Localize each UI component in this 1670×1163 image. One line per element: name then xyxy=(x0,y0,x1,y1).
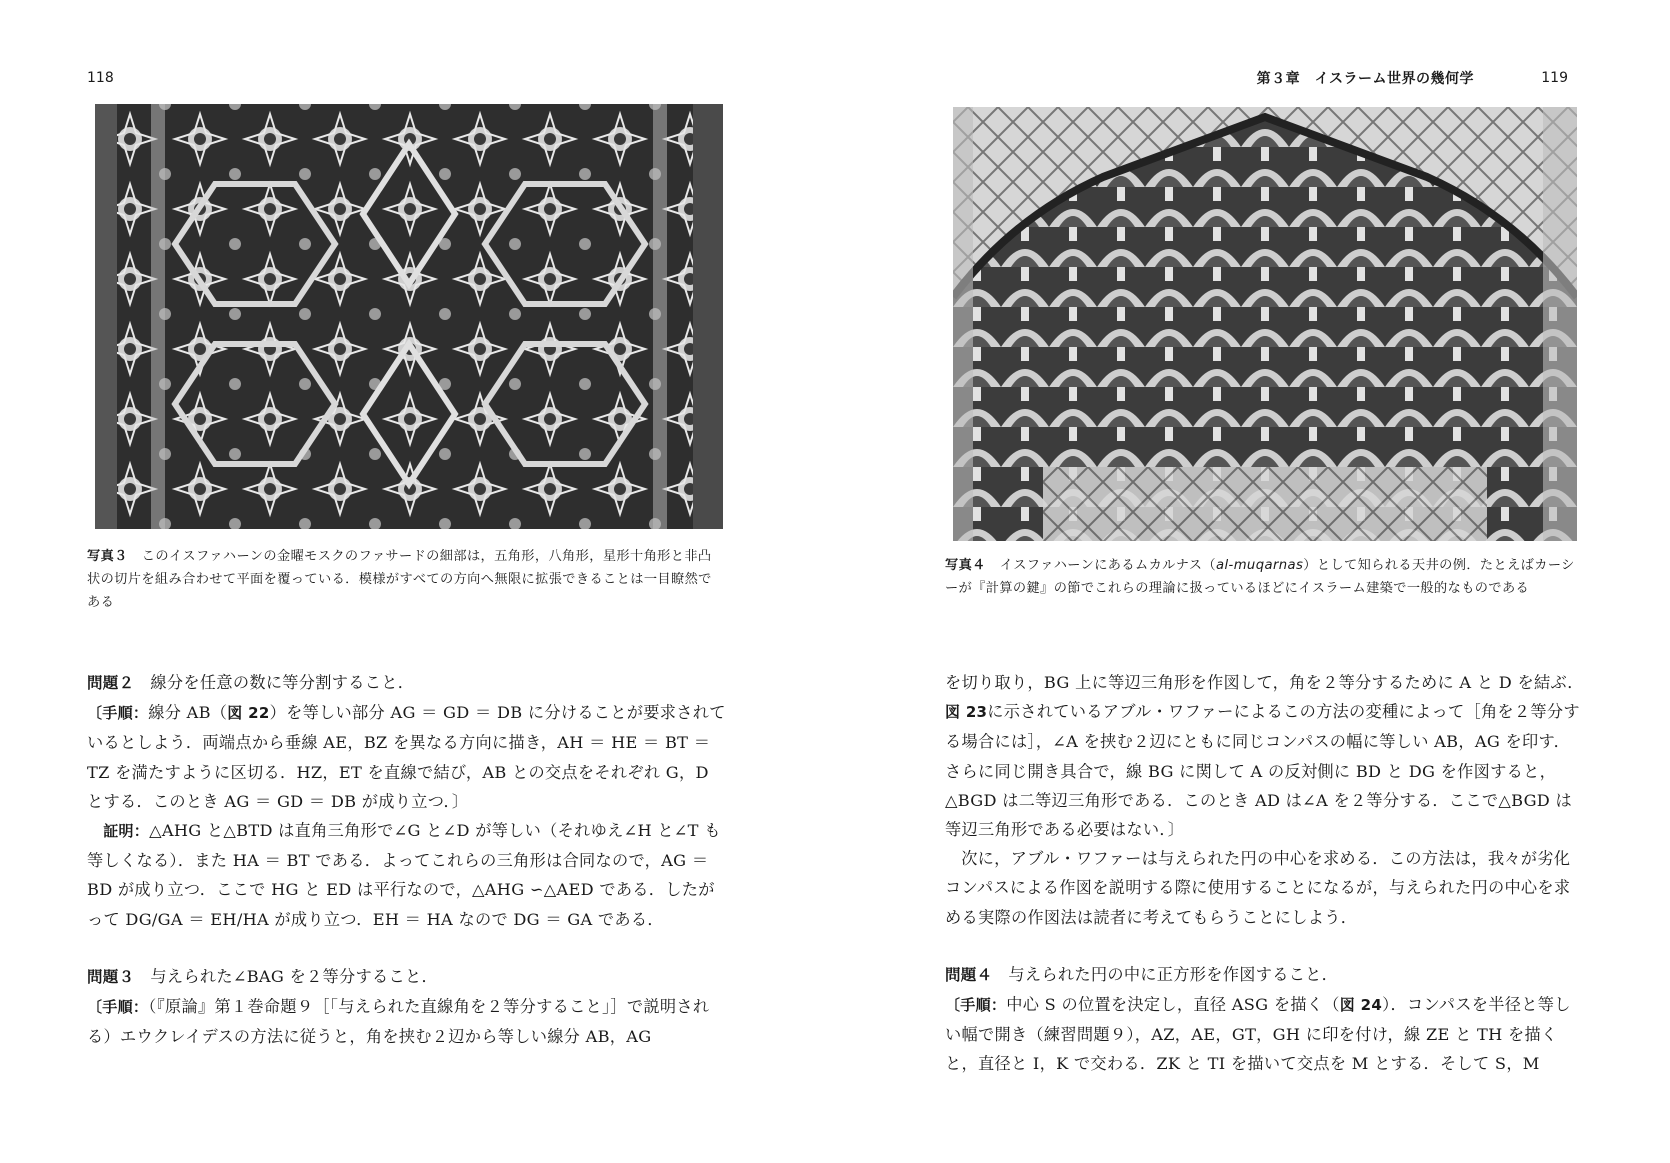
photo-4-caption-text-a: イスファハーンにあるムカルナス（ xyxy=(999,558,1216,573)
problem-3-procedure-label: 〔手順： xyxy=(87,998,149,1017)
center-finding-paragraph: 次に，アブル・ワファーは与えられた円の中心を求める．この方法は，我々が劣化コンパスによる作図を説明する際に使用することになるが，与えられた円の中心を求める実際の作図法は読者に考えてもらうことにしよう． xyxy=(945,849,1571,927)
continuation-text-b: に示されているアブル・ワファーによるこの方法の変種によって［角を２等分する場合には］，∠A を挟む２辺にともに同じコンパスの幅に等しい AB，AG を印す．さらに同じ開き具合で，線 BG に関して A の反対側に BD と DG を作図すると，△BGD は二等辺三角形である．このとき AD は∠A を２等分する．ここで△BGD は等辺三角形である必要はない．〕 xyxy=(945,702,1580,840)
figure-23-ref: 図 23 xyxy=(945,703,988,722)
photo-3-caption xyxy=(87,545,723,614)
photo-3-label: 写真３ xyxy=(87,549,128,564)
problem-4-statement: 与えられた円の中に正方形を作図すること． xyxy=(1008,964,1339,984)
page-number-left: 118 xyxy=(87,70,114,86)
problem-4-procedure-text-b: ）．コンパスを半径と等しい幅で開き（練習問題９），AZ，AE，GT，GH に印を付け，線 ZE と TH を描くと，直径と I，K で交わる．ZK と TI を描いて交点を M とする．そして S，M xyxy=(945,995,1571,1074)
problem-2-procedure xyxy=(87,698,727,816)
left-body-text xyxy=(87,668,727,1051)
problem-2-heading: 問題２ xyxy=(87,674,135,692)
right-page xyxy=(835,0,1670,1163)
problem-3-procedure xyxy=(87,992,727,1051)
problem-2-procedure-label: 〔手順： xyxy=(87,704,149,723)
running-head: 第３章 イスラーム世界の幾何学 xyxy=(1256,71,1474,87)
problem-3-continuation xyxy=(945,668,1585,844)
problem-4-procedure xyxy=(945,990,1585,1079)
photo-4-label: 写真４ xyxy=(945,558,986,573)
problem-2-proof xyxy=(87,816,727,934)
problem-2 xyxy=(87,668,727,698)
continuation-text-a: を切り取り，BG 上に等辺三角形を作図して，角を２等分するために A と D を結ぶ． xyxy=(945,673,1584,692)
problem-3-statement: 与えられた∠BAG を２等分すること． xyxy=(150,966,438,986)
problem-4-procedure-label: 〔手順： xyxy=(945,996,1007,1015)
proof-label: 証明： xyxy=(103,822,150,841)
problem-4-heading: 問題４ xyxy=(945,965,993,984)
problem-2-statement: 線分を任意の数に等分割すること． xyxy=(150,673,415,692)
figure-22-ref: 図 22 xyxy=(227,704,270,723)
proof-text: △AHG と△BTD は直角三角形で∠G と∠D が等しい（それゆえ∠H と∠T も等しくなる）．また HA ＝ BT である．よってこれらの三角形は合同なので，AG ＝ BD が成り立つ．ここで HG と ED は平行なので，△AHG ∽△AED である．したがって DG/GA ＝ EH/HA が成り立つ．EH ＝ HA なので DG ＝ GA である． xyxy=(87,821,721,929)
right-body-text xyxy=(945,668,1585,1079)
photo-3-caption-text: このイスファハーンの金曜モスクのファサードの細部は，五角形，八角形，星形十角形と非凸状の切片を組み合わせて平面を覆っている．模様がすべての方向へ無限に拡張できることは一目瞭然である xyxy=(87,549,712,610)
page-number-right: 119 xyxy=(1541,70,1568,86)
photo-3-mosque-facade xyxy=(95,104,723,529)
photo-4-caption-text-b: ）として知られる天井の例．たとえばカーシーが『計算の鍵』の節でこれらの理論に扱っているほどにイスラーム建築で一般的なものである xyxy=(945,558,1575,596)
photo-4-caption xyxy=(945,554,1581,600)
problem-4 xyxy=(945,960,1585,990)
problem-4-procedure-text-a: 中心 S の位置を決定し，直径 ASG を描く（ xyxy=(1006,995,1340,1015)
problem-3 xyxy=(87,962,727,992)
problem-2-procedure-text-a: 線分 AB（ xyxy=(148,703,228,723)
problem-3-procedure-text: （『原論』第１巻命題９［「与えられた直線角を２等分すること」］で説明される）エウクレイデスの方法に従うと，角を挟む２辺から等しい線分 AB，AG xyxy=(87,997,710,1047)
problem-3-heading: 問題３ xyxy=(87,967,135,986)
muqarnas-term: al-muqarnas xyxy=(1215,558,1304,573)
problem-2-procedure-text-b: ）を等しい部分 AG ＝ GD ＝ DB に分けることが要求されているとしよう．両端点から垂線 AE，BZ を異なる方向に描き，AH ＝ HE ＝ BT ＝ TZ を満たすように区切る．HZ，ET を直線で結び，AB との交点をそれぞれ G，D とする．このとき AG ＝ GD ＝ DB が成り立つ．〕 xyxy=(87,703,726,811)
photo-4-muqarnas-ceiling xyxy=(953,107,1577,541)
figure-24-ref: 図 24 xyxy=(1339,996,1383,1015)
